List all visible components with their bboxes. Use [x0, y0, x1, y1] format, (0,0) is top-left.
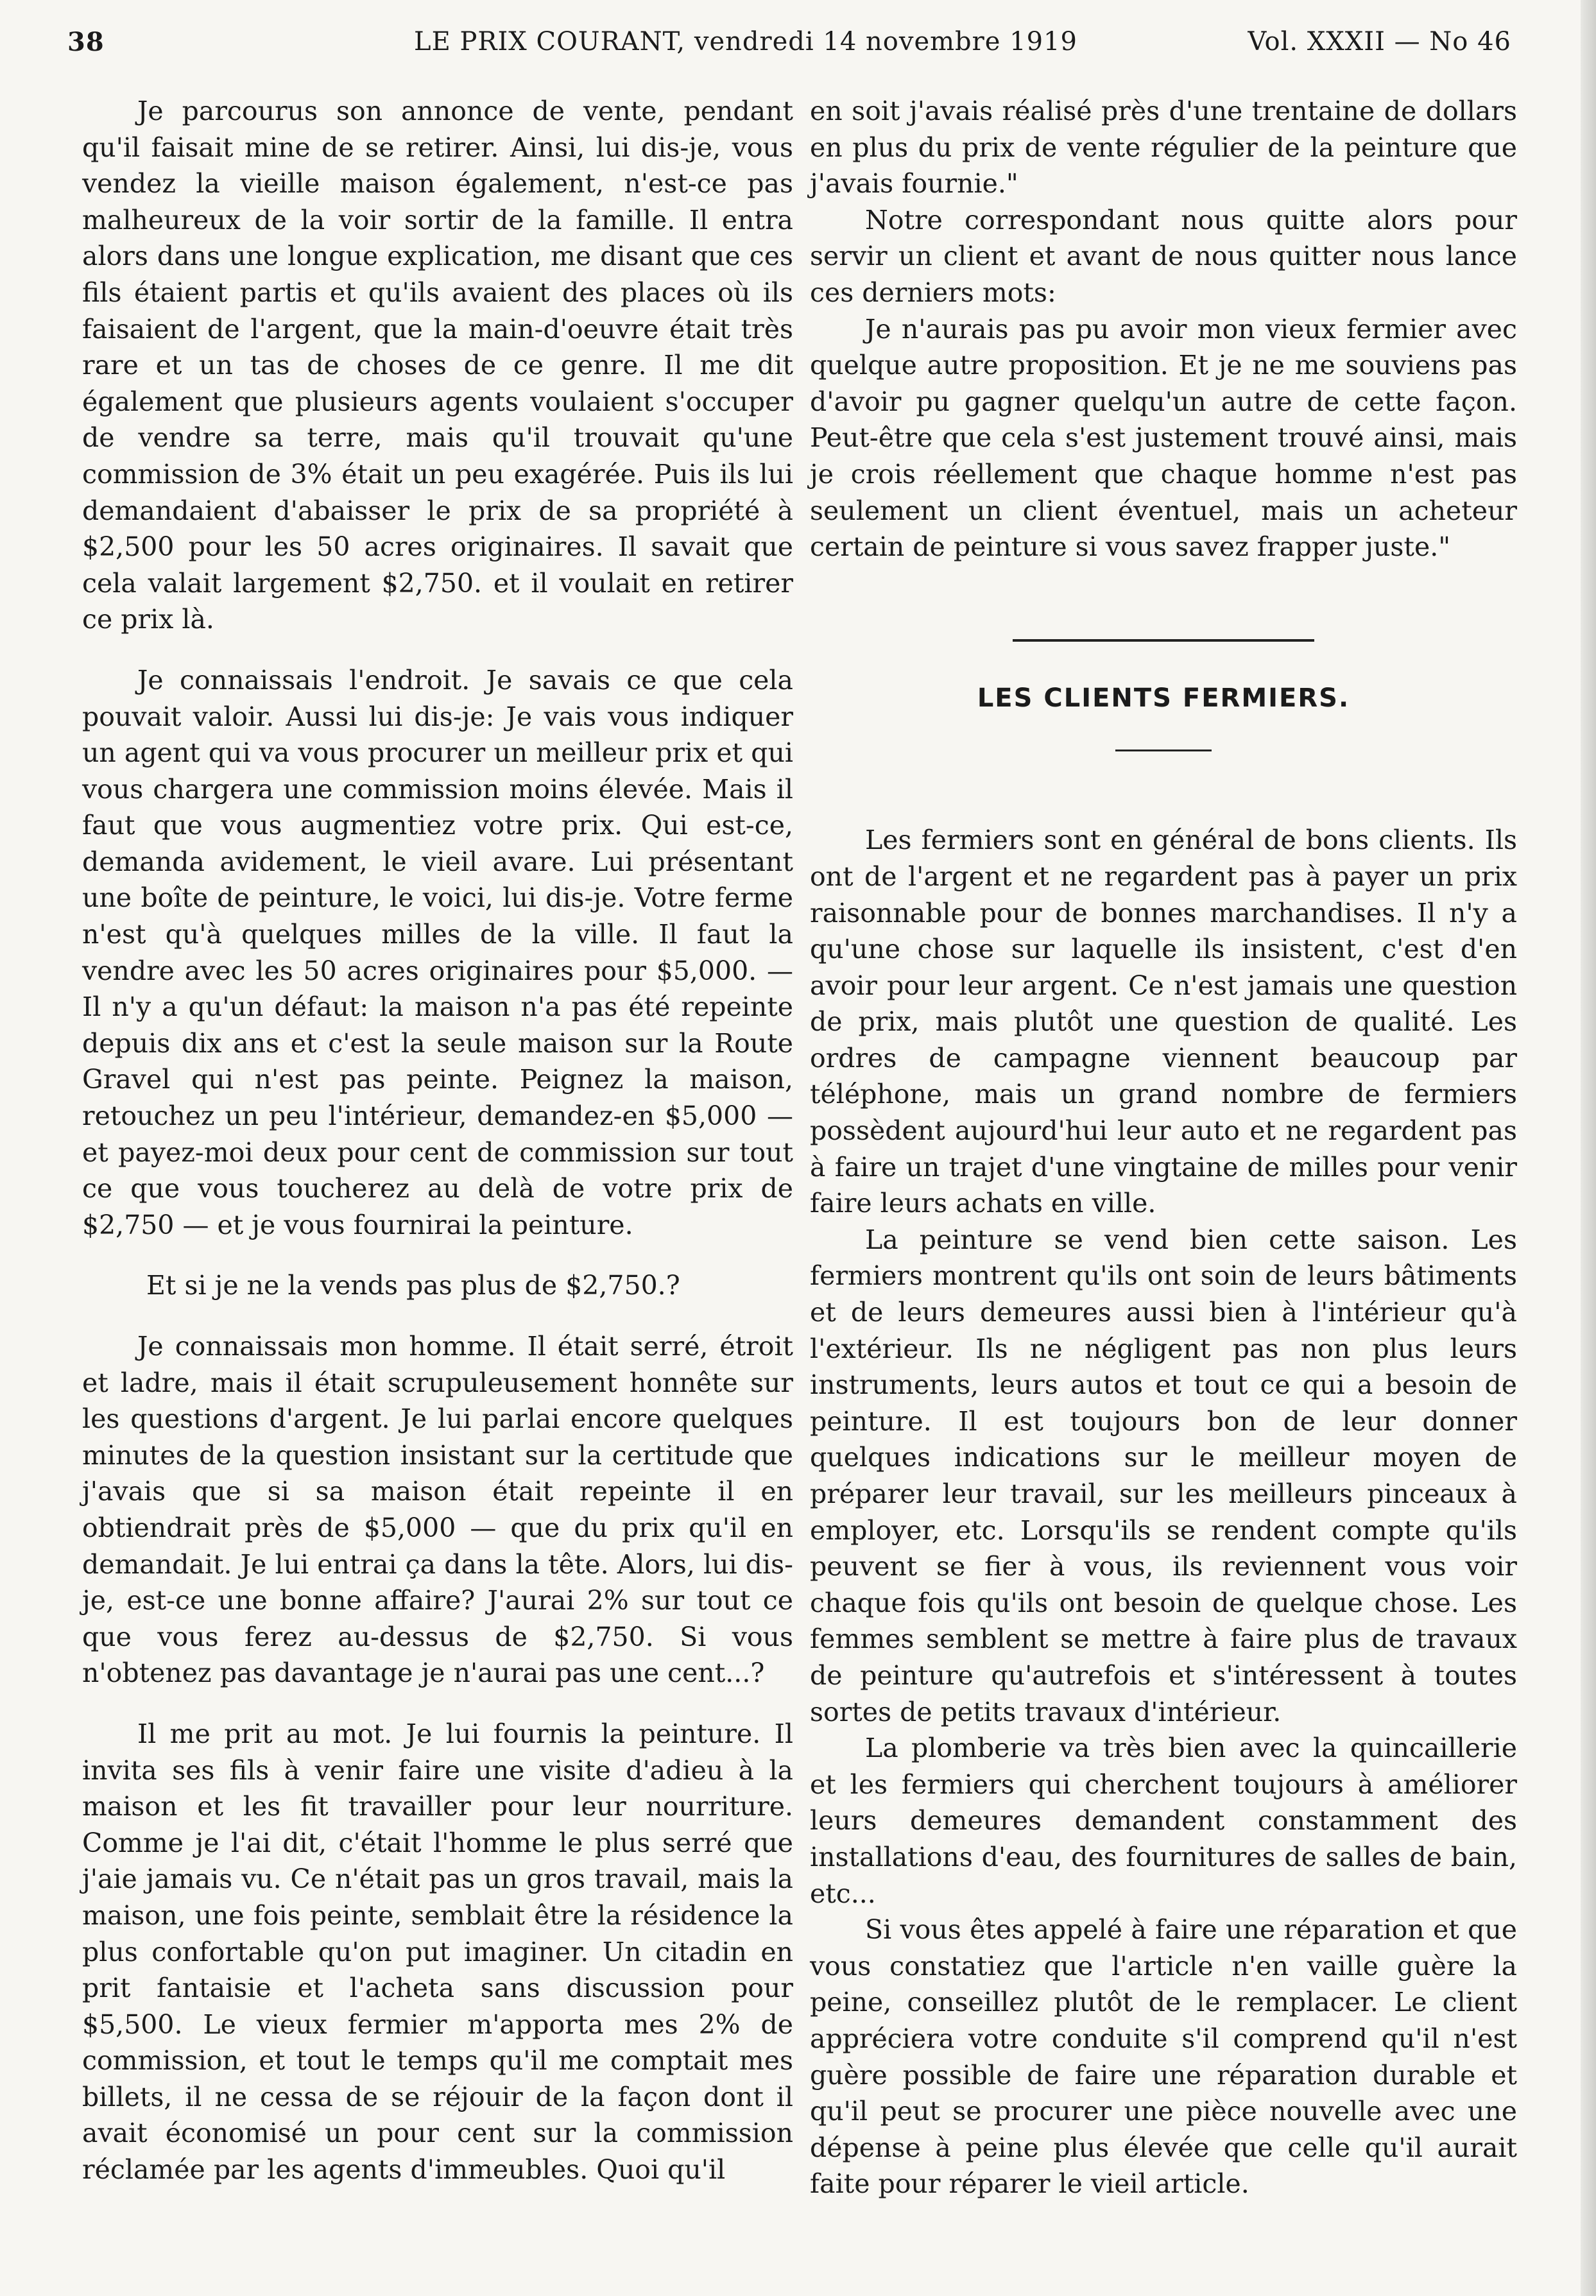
publication-title: LE PRIX COURANT, vendredi 14 novembre 1919: [414, 27, 1077, 56]
paragraph: La peinture se vend bien cette saison. Les fermiers montrent qu'ils ont soin de leurs bâtiments et de leurs demeures aussi bien à l'intérieur qu'à l'extérieur. Ils ne négligent pas non plus leurs instruments, leurs autos et tout ce qui a besoin de peinture. Il est toujours bon de leur donner quelques indications sur le meilleur moyen de préparer leur travail, sur les meilleurs pinceaux à employer, etc. Lorsqu'ils se rendent compte qu'ils peuvent se fier à vous, ils reviennent vous voir chaque fois qu'ils ont besoin de quelque chose. Les femmes semblent se mettre à faire plus de travaux de peinture qu'autrefois et s'intéressent à toutes sortes de petits travaux d'intérieur.: [810, 1224, 1517, 1727]
paragraph: Les fermiers sont en général de bons clients. Ils ont de l'argent et ne regardent pas à payer un prix raisonnable pour de bonnes marchandises. Il n'y a qu'une chose sur laquelle ils insistent, c'est d'en avoir pour leur argent. Ce n'est jamais une question de prix, mais plutôt une question de qualité. Les ordres de campagne viennent beaucoup par téléphone, mais un grand nombre de fermiers possèdent aujourd'hui leur auto et ne regardent pas à faire un trajet d'une vingtaine de milles pour venir faire leurs achats en ville.: [810, 825, 1517, 1219]
paragraph: La plomberie va très bien avec la quincaillerie et les fermiers qui cherchent toujours à améliorer leurs demeures demandent constamment des installations d'eau, des fournitures de salles de bain, etc...: [810, 1733, 1517, 1909]
paragraph: Je connaissais mon homme. Il était serré, étroit et ladre, mais il était scrupuleusement honnête sur les questions d'argent. Je lui parlai encore quelques minutes de la question insistant sur la certitude que j'avais que si sa maison était repeinte il en obtiendrait près de $5,000 — que du prix qu'il en demandait. Je lui entrai ça dans la tête. Alors, lui dis-je, est-ce une bonne affaire? J'aurai 2% sur tout ce que vous ferez au-dessus de $2,750. Si vous n'obtenez pas davantage je n'aurai pas une cent...?: [82, 1331, 793, 1689]
paragraph: en soit j'avais réalisé près d'une trentaine de dollars en plus du prix de vente régulier de la peinture que j'avais fournie.": [810, 96, 1517, 200]
page-edge: [1581, 0, 1596, 2296]
page-header: [67, 27, 1511, 72]
section-heading: LES CLIENTS FERMIERS.: [977, 683, 1350, 713]
paragraph: Et si je ne la vends pas plus de $2,750.?: [146, 1270, 680, 1301]
volume-number: Vol. XXXII — No 46: [1248, 27, 1511, 56]
page-number: 38: [67, 27, 105, 57]
paragraph: Il me prit au mot. Je lui fournis la peinture. Il invita ses fils à venir faire une visite d'adieu à la maison et les fit travailler pour leur nourriture. Comme je l'ai dit, c'était l'homme le plus serré que j'aie jamais vu. Ce n'était pas un gros travail, mais la maison, une fois peinte, semblait être la résidence la plus confortable qu'on put imaginer. Un citadin en prit fantaisie et l'acheta sans discussion pour $5,500. Le vieux fermier m'apporta mes 2% de commission, et tout le temps qu'il me comptait mes billets, il ne cessa de se réjouir de la façon dont il avait économisé un pour cent sur la commission réclamée par les agents d'immeubles. Quoi qu'il: [82, 1718, 793, 2186]
paragraph: Je n'aurais pas pu avoir mon vieux fermier avec quelque autre proposition. Et je ne me souviens pas d'avoir pu gagner quelqu'un autre de cette façon. Peut-être que cela s'est justement trouvé ainsi, mais je crois réellement que chaque homme n'est pas seulement un client éventuel, mais un acheteur certain de peinture si vous savez frapper juste.": [810, 313, 1517, 563]
right-column: [810, 93, 1517, 2202]
section-divider: [1013, 639, 1314, 642]
heading-underline: [1115, 750, 1212, 751]
paragraph: Notre correspondant nous quitte alors pour servir un client et avant de nous quitter nous lance ces derniers mots:: [810, 204, 1517, 308]
paragraph: Si vous êtes appelé à faire une réparation et que vous constatiez que l'article n'en vaille guère la peine, conseillez plutôt de le remplacer. Le client appréciera votre conduite s'il comprend qu'il n'est guère possible de faire une réparation durable et qu'il peut se procurer une pièce nouvelle avec une dépense à peine plus élevée que celle qu'il aurait faite pour réparer le vieil article.: [810, 1914, 1517, 2200]
left-column: [82, 93, 793, 2188]
paragraph: Je connaissais l'endroit. Je savais ce que cela pouvait valoir. Aussi lui dis-je: Je vais vous indiquer un agent qui va vous procurer un meilleur prix et qui vous chargera une commission moins élevée. Mais il faut que vous augmentiez votre prix. Qui est-ce, demanda avidement, le vieil avare. Lui présentant une boîte de peinture, le voici, lui dis-je. Votre ferme n'est qu'à quelques milles de la ville. Il faut la vendre avec les 50 acres originaires pour $5,000. — Il n'y a qu'un défaut: la maison n'a pas été repeinte depuis dix ans et c'est la seule maison sur la Route Gravel qui n'est pas peinte. Peignez la maison, retouchez un peu l'intérieur, demandez-en $5,000 — et payez-moi deux pour cent de commission sur tout ce que vous toucherez au delà de votre prix de $2,750 — et je vous fournirai la peinture.: [82, 664, 793, 1240]
paragraph: Je parcourus son annonce de vente, pendant qu'il faisait mine de se retirer. Ainsi, lui dis-je, vous vendez la vieille maison également, n'est-ce pas malheureux de la voir sortir de la famille. Il entra alors dans une longue explication, me disant que ces fils étaient partis et qu'ils avaient des places où ils faisaient de l'argent, que la main-d'oeuvre était très rare et un tas de choses de ce genre. Il me dit également que plusieurs agents voulaient s'occuper de vendre sa terre, mais qu'il trouvait qu'une commission de 3% était un peu exagérée. Puis ils lui demandaient d'abaisser le prix de sa propriété à $2,500 pour les 50 acres originaires. Il savait que cela valait largement $2,750. et il voulait en retirer ce prix là.: [82, 96, 793, 635]
